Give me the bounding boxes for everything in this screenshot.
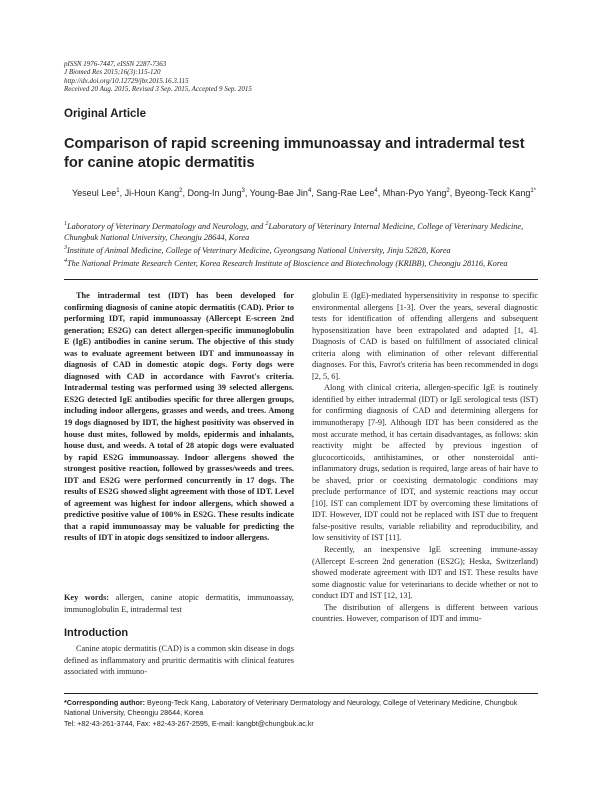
author-name: Ji-Houn Kang: [124, 188, 180, 198]
author-affiliation-mark: 1*: [530, 188, 536, 194]
author-affiliation-mark: 4: [307, 188, 312, 194]
affiliation-text: Institute of Animal Medicine, College of Veterinary Medicine, Gyeongsang National University, Jinju 52828, Korea: [67, 245, 451, 255]
author-affiliation-mark: 4: [374, 188, 378, 194]
footnote-contact: Tel: +82-43-261-3744, Fax: +82-43-267-2595, E-mail: kangbt@chungbuk.ac.kr: [64, 718, 314, 728]
corresponding-author-footnote: [64, 698, 544, 729]
doi-link[interactable]: http://dx.doi.org/10.12729/jbr.2015.16.3.115: [64, 76, 189, 85]
author-list: Yeseul Lee$^1$, Ji-Houn Kang$^2$, Dong-In Jung$^3$, Young-Bae Jin$^4$, Sang-Rae Lee$^4$, Mhan-Pyo Yang$^2$, Byeong-Teck Kang$^{1*}$: [72, 188, 536, 198]
author-affiliation-mark: 3: [241, 188, 245, 194]
issn-line: pISSN 1976-7447, eISSN 2287-7363: [64, 60, 167, 68]
keywords: [64, 592, 294, 615]
affiliation-item: [64, 219, 544, 243]
affiliation-text: Laboratory of Veterinary Internal Medicine, College of Veterinary Medicine, Chungbuk National University, Cheongju 28644, Korea: [64, 221, 524, 242]
header-divider: [64, 279, 538, 280]
journal-meta: [64, 60, 464, 94]
abstract-text: The intradermal test (IDT) has been developed for confirming diagnosis of canine atopic dermatitis (CAD). Prior to performing IDT, rapid immunoassay (Allercept E-screen 2nd generation; ES2G) can detect allergen-specific immunoglobulin E (IgE) antibodies in canine serum. The objective of this study was to evaluate agreement between IDT and immunoassay in diagnosis of CAD in domestic atopic dogs. Forty dogs were diagnosed with CAD in accordance with Favrot's criteria. Intradermal testing was performed using 39 selected allergens. ES2G detected IgE antibodies specific for three allergen groups, including indoor allergens, grasses and weeds, and trees. Among 19 dogs diagnosed by IDT, the highest positivity was observed in house dust mites, followed by molds, epidermis and inhalants, house dust, and weeds. A total of 28 atopic dogs were evaluated by rapid ES2G immunoassay. Indoor allergens showed the strongest positive reaction, followed by grasses/weeds and trees. IDT and ES2G were performed concurrently in 17 dogs. The results of ES2G showed slight agreement with those of IDT. Level of agreement was highest for indoor allergens, which showed a predictive positive value of 100% in ES2G. These results indicate that a rapid immunoassay may be valuable for predicting the results of IDT in atopic dogs sensitized to indoor allergens.: [64, 291, 294, 543]
body-paragraph: Recently, an inexpensive IgE screening immune-assay (Allercept E-screen 2nd generation (ES2G); Heska, Switzerland) showed moderate agreement with IDT and IST. These results have some diagnostic value for veterinarians to decide whether or not to conduct IDT and IST [12, 13].: [312, 545, 538, 601]
footnote-label: *Corresponding author:: [64, 698, 146, 707]
affiliation-mark: 3: [64, 244, 67, 251]
article-dates: Received 20 Aug. 2015, Revised 3 Sep. 2015, Accepted 9 Sep. 2015: [64, 85, 252, 94]
affiliation-text: The National Primate Research Center, Korea Research Institute of Bioscience and Biotechnology (KRIBB), Cheongju 28116, Korea: [67, 258, 508, 268]
footnote-text: Byeong-Teck Kang, Laboratory of Veterinary Dermatology and Neurology, College of Veterinary Medicine, Chungbuk National University, Cheongju 28644, Korea: [64, 698, 518, 718]
author-affiliation-mark: 1: [116, 188, 120, 194]
author-name: Byeong-Teck Kang: [454, 188, 531, 198]
body-paragraph: Canine atopic dermatitis (CAD) is a common skin disease in dogs defined as inflammatory and pruritic dermatitis with clinical features associated with immuno-: [64, 644, 294, 677]
author-name: Young-Bae Jin: [249, 188, 308, 198]
author-name: Dong-In Jung: [187, 188, 242, 198]
affiliation-mark: 1: [64, 221, 67, 227]
body-paragraph: globulin E (IgE)-mediated hypersensitivity in response to specific environmental allergens [1-3]. Over the years, several diagnostic tests for identification of offending allergens and subsequent hyposensitization have been extrapolated and adapted [1, 4]. Diagnosis of CAD is based on fulfillment of associated clinical criteria along with elimination of other relevant differential diagnoses. For this, Favrot's criteria has been recommended in dogs [2, 5, 6].: [312, 291, 538, 381]
footnote-divider: [64, 693, 538, 694]
keywords-label: Key words:: [64, 593, 110, 602]
author-name: Yeseul Lee: [72, 188, 117, 198]
journal-citation: J Biomed Res 2015;16(3):115-120: [64, 68, 161, 77]
affiliation-mark: 4: [64, 257, 67, 264]
body-paragraph: The distribution of allergens is different between various countries. However, comparison of IDT and immu-: [312, 602, 538, 624]
affiliation-item: [64, 256, 544, 269]
section-heading-introduction: Introduction: [64, 627, 129, 639]
keywords-text: allergen, canine atopic dermatitis, immunoassay, immunoglobulin E, intradermal test: [64, 593, 294, 614]
author-name: Sang-Rae Lee: [316, 188, 375, 198]
affiliation-text: Laboratory of Veterinary Dermatology and Neurology, and: [67, 221, 266, 231]
introduction-column-1: [64, 643, 294, 678]
introduction-column-2: [312, 290, 538, 625]
body-paragraph: Along with clinical criteria, allergen-specific IgE is routinely identified by either intradermal (IDT) or IgE serological tests (IST) for confirming diagnosis of CAD and determining allergens for immunotherapy [7-9]. Although IDT has been considered as the most accurate method, it has certain disadvantages, as follows: skin reactivity might be affected by previous ingestion of glucocorticoids, antihistamines, or other nonsteroidal anti-inflammatory drugs, sedation is required, large areas of hair have to be shaved, prior or coexisting dermatologic conditions may preclude performance of IDT, and systemic reactions may occur [10]. IST can complement IDT by overcoming these limitations of IDT. However, IDT could not be replaced with IST due to frequent false-positive results, variable reliability and reproducibility, and low sensitivity of IST [11].: [312, 383, 538, 543]
article-type: Original Article: [64, 108, 147, 120]
footnote-line: [64, 698, 544, 719]
affiliations: [64, 219, 544, 269]
affiliation-mark: 2: [265, 221, 269, 227]
author-affiliation-mark: 2: [179, 188, 183, 194]
author-affiliation-mark: 2: [446, 188, 450, 194]
affiliation-item: [64, 243, 544, 256]
article-title: Comparison of rapid screening immunoassay and intradermal test for canine atopic dermatitis: [64, 136, 525, 171]
author-name: Mhan-Pyo Yang: [382, 188, 447, 198]
abstract: [64, 290, 294, 544]
